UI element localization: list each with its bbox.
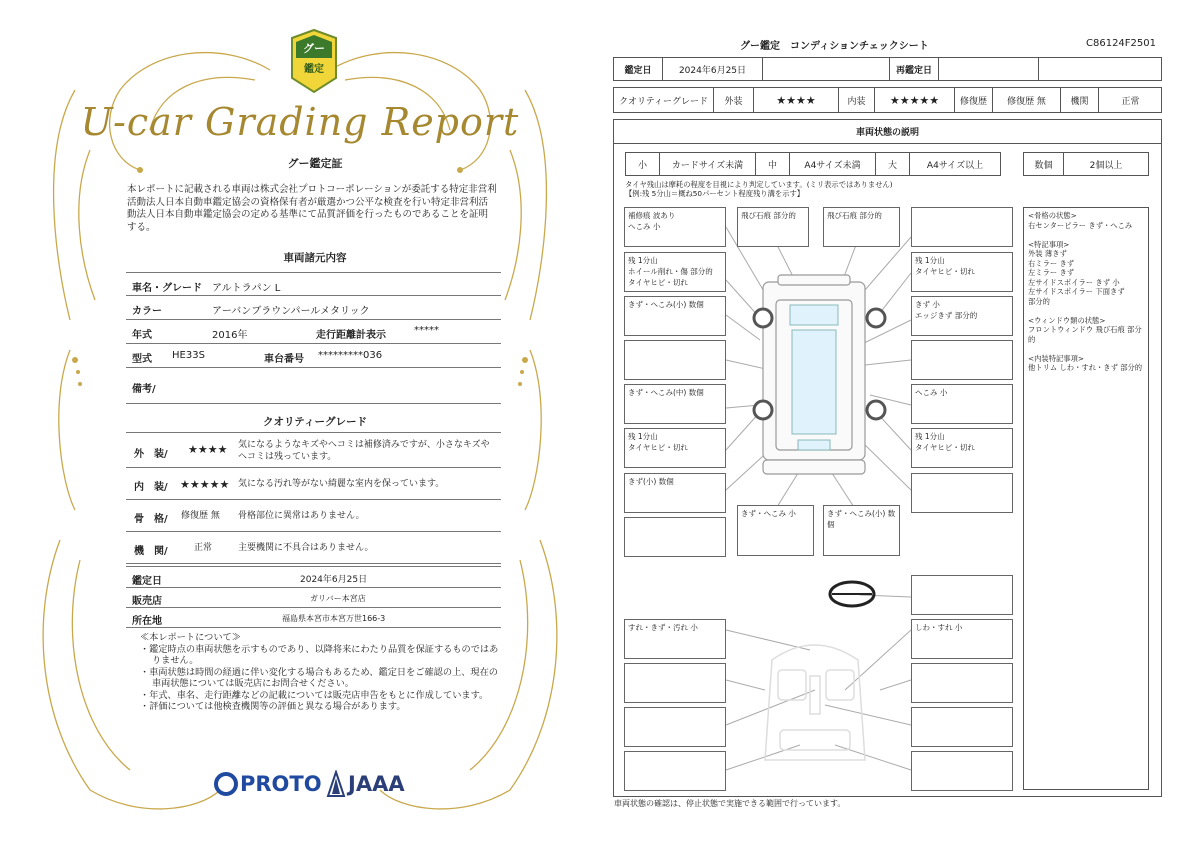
date-label: 鑑定日 [132, 576, 162, 587]
damage-box-rear-bumper [737, 505, 814, 556]
model-value: HE33S [172, 350, 205, 361]
damage-box-right-door [911, 340, 1013, 380]
damage-box-windshield-left [737, 207, 809, 247]
interior-box-luggage-right [911, 751, 1013, 791]
damage-box-rear-bumper-left [624, 517, 726, 557]
size-mid-desc: A4サイズ未満 [790, 153, 876, 175]
engine-value: 正常 [194, 543, 213, 553]
notes-line: <ウィンドウ類の状態> [1028, 315, 1106, 325]
notes-title: ≪本レポートについて≫ [140, 632, 241, 643]
color-label: カラー [132, 306, 162, 317]
sheet-footer: 車両状態の確認は、停止状態で実施できる範囲で行っています。 [614, 799, 846, 808]
mileage-label: 走行距離計表示 [316, 330, 386, 341]
damage-note: エッジきず 部分的 [915, 311, 978, 320]
interior-text: 気になる汚れ等がない綺麗な室内を保っています。 [238, 479, 445, 489]
year-label: 年式 [132, 330, 152, 341]
report-notes [140, 632, 500, 713]
section-title: 車両状態の説明 [614, 120, 1161, 144]
notes-line: <骨格の状態> [1028, 211, 1077, 220]
badge-text-bottom: 鑑定 [304, 64, 324, 75]
spec-row-year [126, 320, 501, 344]
remarks-label: 備考/ [132, 384, 156, 395]
int-label: 内装 [839, 88, 875, 112]
damage-note: タイヤヒビ・切れ [628, 278, 688, 287]
certificate-intro: 本レポートに記載される車両は株式会社プロトコーポレーションが委託する特定非営利活動法人日本自動車鑑定協会の資格保有者が厳選かつ公平な検査を行い特定非営利活動法人日本自動車鑑定協会の定める基準にて品質評価を行ったものであることを証明する。 [127, 184, 497, 233]
ext-stars: ★★★★ [754, 88, 839, 112]
tire-box-rear-left [624, 428, 726, 468]
tire-box-rear-right [911, 428, 1013, 468]
tire-note-2: 【例:残 5分山＝概ね50パーセント程度残り溝を示す】 [625, 189, 805, 198]
damage-box-rear-left [624, 473, 726, 513]
date-value: 2024年6月25日 [663, 58, 763, 80]
notes-line: 右センターピラー きず・へこみ [1028, 220, 1133, 230]
info-row-dealer [126, 588, 501, 608]
size-large: 大 [876, 153, 910, 175]
damage-note: へこみ 小 [915, 388, 948, 397]
spec-row-model [126, 344, 501, 368]
notes-line: 左サイドスポイラー 下面きず [1028, 287, 1125, 296]
int-stars: ★★★★★ [875, 88, 955, 112]
date-value: 2024年6月25日 [300, 575, 368, 585]
address-value: 福島県本宮市本宮万世166-3 [282, 614, 386, 623]
qg-label: クオリティーグレード [614, 88, 714, 112]
interior-label: 内 装/ [134, 482, 168, 493]
damage-box-left-door [624, 340, 726, 380]
damage-note: きず・へこみ(小) 数個 [827, 509, 896, 529]
spec-row-remarks [126, 368, 501, 404]
exterior-text: 気になるようなキズやヘコミは補修済みですが、小さなキズやヘコミは残っています。 [238, 440, 490, 462]
damage-note: きず・へこみ(小) 数個 [628, 300, 704, 309]
mileage-value: ***** [414, 325, 439, 336]
damage-box-right-fender [911, 296, 1013, 336]
proto-logo-icon [214, 772, 238, 796]
redate-label: 再鑑定日 [890, 58, 939, 80]
engine-text: 主要機関に不具合はありません。 [238, 543, 374, 553]
repair-label: 修復歴 [955, 88, 993, 112]
notes-line: 部分的 [1028, 296, 1050, 306]
damage-box-front-left [624, 207, 726, 247]
damage-box-back-door [823, 505, 900, 556]
frame-value: 修復歴 無 [181, 511, 220, 521]
damage-box-left-fender [624, 296, 726, 336]
certificate-subtitle: グー鑑定証 [287, 157, 343, 170]
condition-check-sheet [600, 0, 1200, 848]
damage-box-rear-right [911, 473, 1013, 513]
certificate-title: U-car Grading Report [80, 100, 520, 144]
note-item: ・鑑定時点の車両状態を示すものであり、以降将来にわたり品質を保証するものではありません。 [140, 643, 499, 666]
notes-line: 外装 薄きず [1028, 249, 1067, 258]
jaaa-logo-icon [326, 770, 346, 798]
damage-note: きず・へこみ(中) 数個 [628, 388, 704, 397]
size-large-desc: A4サイズ以上 [926, 160, 984, 171]
damage-note: きず(小) 数個 [628, 477, 674, 486]
notes-line: フロントウィンドウ 飛び石痕 部分的 [1028, 325, 1142, 344]
quality-heading: クオリティーグレード [263, 416, 367, 428]
interior-box-dash-left [624, 619, 726, 659]
repair-value: 修復歴 無 [993, 88, 1061, 112]
damage-box-right-rear-door [911, 384, 1013, 424]
car-name-label: 車名・グレード [132, 283, 202, 294]
note-item: ・評価については他検査機関等の評価と異なる場合があります。 [140, 701, 406, 712]
dealer-label: 販売店 [132, 596, 162, 607]
damage-note: ホイール削れ・傷 部分的 [628, 267, 713, 276]
frame-text: 骨格部位に異常はありません。 [238, 511, 365, 521]
exterior-label: 外 装/ [134, 449, 168, 460]
color-value: アーバンブラウンパールメタリック [212, 306, 370, 317]
proto-logo: PROTO [240, 772, 322, 796]
notes-line: <内装特記事項> [1028, 353, 1085, 363]
spec-row-car-name [126, 272, 501, 296]
notes-line: 左サイドスポイラー きず 小 [1028, 277, 1120, 287]
info-row-date [126, 566, 501, 588]
year-value: 2016年 [212, 330, 248, 341]
grade-row-frame [126, 500, 501, 532]
frame-label: 骨 格/ [134, 514, 168, 525]
exterior-stars: ★★★★ [188, 443, 228, 456]
grade-row-interior [126, 468, 501, 500]
damage-note: へこみ 小 [628, 222, 661, 231]
chassis-value: *********036 [318, 350, 383, 361]
interior-box-dash-right [911, 619, 1013, 659]
damage-note: タイヤヒビ・切れ [915, 267, 975, 276]
engine-value: 正常 [1121, 96, 1140, 107]
steering-wheel-icon [830, 582, 874, 606]
spec-heading: 車両諸元内容 [283, 252, 347, 264]
count-label: 数個 [1024, 153, 1064, 175]
notes-line: 他トリム しわ・すれ・きず 部分的 [1028, 363, 1143, 372]
damage-note: 補修痕 波あり [628, 211, 676, 220]
tire-box-front-left [624, 252, 726, 292]
interior-box-rear-seat-left [624, 707, 726, 747]
size-small-desc: カードサイズ未満 [660, 153, 756, 175]
sheet-title: グー鑑定 コンディションチェックシート [740, 41, 929, 52]
interior-box-front-seat-right [911, 663, 1013, 703]
note-item: ・年式、車名、走行距離などの記載については販売店申告をもとに作成しています。 [140, 689, 489, 701]
ext-label: 外装 [714, 88, 754, 112]
damage-note: 飛び石痕 部分的 [741, 211, 796, 220]
sheet-code: C86124F2501 [1086, 38, 1156, 49]
note-item: ・車両状態は時間の経過に伴い変化する場合もあるため、鑑定日をご確認の上、現在の車両状態については販売店にお問合せください。 [140, 666, 498, 689]
notes-line: <特記事項> [1028, 239, 1070, 249]
damage-note: 残 1分山 [915, 256, 945, 265]
size-small: 小 [626, 153, 660, 175]
notes-line: 右ミラー きず [1028, 258, 1075, 268]
chassis-label: 車台番号 [264, 354, 304, 365]
model-label: 型式 [132, 354, 152, 365]
grade-row-engine [126, 532, 501, 564]
badge-text-top: グー [303, 42, 325, 55]
damage-note: きず 小 [915, 300, 940, 309]
interior-diagram [765, 645, 865, 760]
info-row-address [126, 608, 501, 628]
notes-line: 左ミラー きず [1028, 268, 1075, 277]
engine-label: 機 関/ [134, 546, 168, 557]
damage-note: 残 1分山 [915, 432, 945, 441]
interior-box-rear-seat-right [911, 707, 1013, 747]
car-name-value: アルトラパン L [212, 283, 281, 294]
tire-note-1: タイヤ残山は摩耗の程度を目視により判定しています。(ミリ表示ではありません) [625, 180, 893, 189]
damage-note: 残 1分山 [628, 432, 658, 441]
count-desc: 2個以上 [1089, 160, 1123, 171]
interior-box-steering [911, 575, 1013, 615]
damage-box-front-right [911, 207, 1013, 247]
size-mid: 中 [756, 153, 790, 175]
damage-note: きず・へこみ 小 [741, 509, 796, 518]
damage-box-windshield-right [823, 207, 900, 247]
date-label: 鑑定日 [614, 58, 663, 80]
address-label: 所在地 [132, 616, 162, 627]
grade-row-exterior [126, 432, 501, 468]
jaaa-logo: JAAA [348, 772, 405, 796]
spec-row-color [126, 296, 501, 320]
damage-note: 残 1分山 [628, 256, 658, 265]
damage-note: すれ・きず・汚れ 小 [628, 623, 698, 632]
tire-box-front-right [911, 252, 1013, 292]
interior-stars: ★★★★★ [180, 478, 230, 491]
damage-note: タイヤヒビ・切れ [915, 443, 975, 452]
dealer-value: ガリバー本宮店 [310, 594, 366, 603]
engine-label: 機関 [1061, 88, 1099, 112]
damage-note: タイヤヒビ・切れ [628, 443, 688, 452]
damage-note: 飛び石痕 部分的 [827, 211, 882, 220]
interior-box-luggage-left [624, 751, 726, 791]
damage-note: しわ・すれ 小 [915, 623, 963, 632]
damage-box-left-rear-door [624, 384, 726, 424]
interior-box-front-seat-left [624, 663, 726, 703]
